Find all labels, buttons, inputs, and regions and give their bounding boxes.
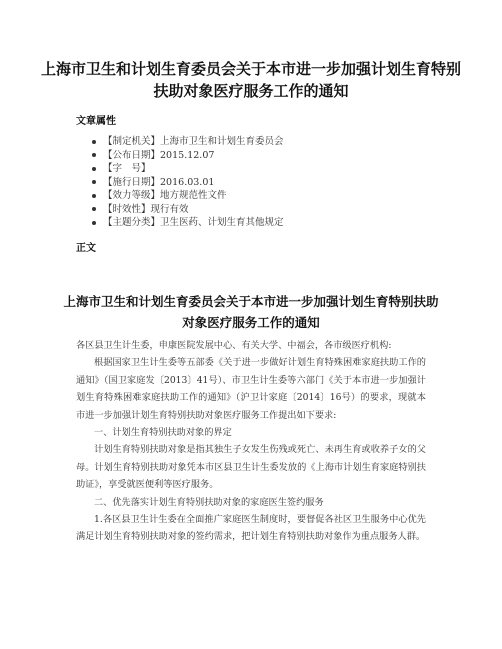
bullet-icon xyxy=(92,194,96,198)
body-heading: 正文 xyxy=(76,243,96,254)
paragraph: 计划生育特别扶助对象是指其独生子女发生伤残或死亡、未再生育或收养子女的父母。计划生育特别扶助对象凭本市区县卫生计生委发放的《上海市计划生育家庭特别扶助证》，享受就医便利等医疗服务。 xyxy=(76,444,426,491)
attribute-item xyxy=(92,162,284,176)
attribute-label: 【施行日期】 xyxy=(103,176,161,188)
attribute-item xyxy=(92,189,284,203)
attribute-item xyxy=(92,149,284,163)
page-title: 上海市卫生和计划生育委员会关于本市进一步加强计划生育特别扶助对象医疗服务工作的通知 xyxy=(40,60,461,100)
attribute-item xyxy=(92,216,284,230)
attribute-value: 卫生医药、计划生育其他规定 xyxy=(160,217,284,228)
attribute-value: 2016.03.01 xyxy=(160,176,215,188)
attributes-list xyxy=(92,135,284,230)
paragraph: 1.各区县卫生计生委在全面推广家庭医生制度时，要督促各社区卫生服务中心优先满足计划生育特别扶助对象的签约需求，把计划生育特别扶助对象作为重点服务人群。 xyxy=(76,514,426,543)
attribute-label: 【时效性】 xyxy=(103,203,151,215)
document-title: 上海市卫生和计划生育委员会关于本市进一步加强计划生育特别扶助对象医疗服务工作的通知 xyxy=(63,294,439,330)
section-heading: 一、计划生育特别扶助对象的界定 xyxy=(94,427,232,439)
attribute-value: 2015.12.07 xyxy=(160,149,215,161)
attribute-value: 现行有效 xyxy=(150,203,189,215)
attribute-label: 【字 号】 xyxy=(103,163,151,174)
section-heading: 二、优先落实计划生育特别扶助对象的家庭医生签约服务 xyxy=(94,496,324,508)
attribute-item xyxy=(92,176,284,190)
bullet-icon xyxy=(92,153,96,157)
attribute-item xyxy=(92,203,284,217)
attribute-label: 【主题分类】 xyxy=(103,217,161,228)
attribute-value: 上海市卫生和计划生育委员会 xyxy=(160,136,284,147)
attribute-label: 【公布日期】 xyxy=(103,149,161,161)
bullet-icon xyxy=(92,221,96,225)
attributes-heading: 文章属性 xyxy=(76,116,116,127)
bullet-icon xyxy=(92,180,96,184)
paragraph: 根据国家卫生计生委等五部委《关于进一步做好计划生育特殊困难家庭扶助工作的通知》（国卫家庭发〔2013〕41号）、市卫生计生委等六部门《关于本市进一步加强计划生育特殊困难家庭扶助工作的通知》（沪卫计家庭〔2014〕16号）的要求，现就本市进一步加强计划生育特别扶助对象医疗服务工作提出如下要求: xyxy=(76,357,426,421)
bullet-icon xyxy=(92,207,96,211)
attribute-value: 地方规范性文件 xyxy=(160,190,227,201)
paragraph: 各区县卫生计生委，申康医院发展中心、有关大学、中福会，各市级医疗机构: xyxy=(76,340,392,351)
bullet-icon xyxy=(92,140,96,144)
document-body xyxy=(76,337,426,546)
attribute-label: 【制定机关】 xyxy=(103,136,161,147)
bullet-icon xyxy=(92,167,96,171)
attribute-item xyxy=(92,135,284,149)
attribute-label: 【效力等级】 xyxy=(103,190,161,201)
